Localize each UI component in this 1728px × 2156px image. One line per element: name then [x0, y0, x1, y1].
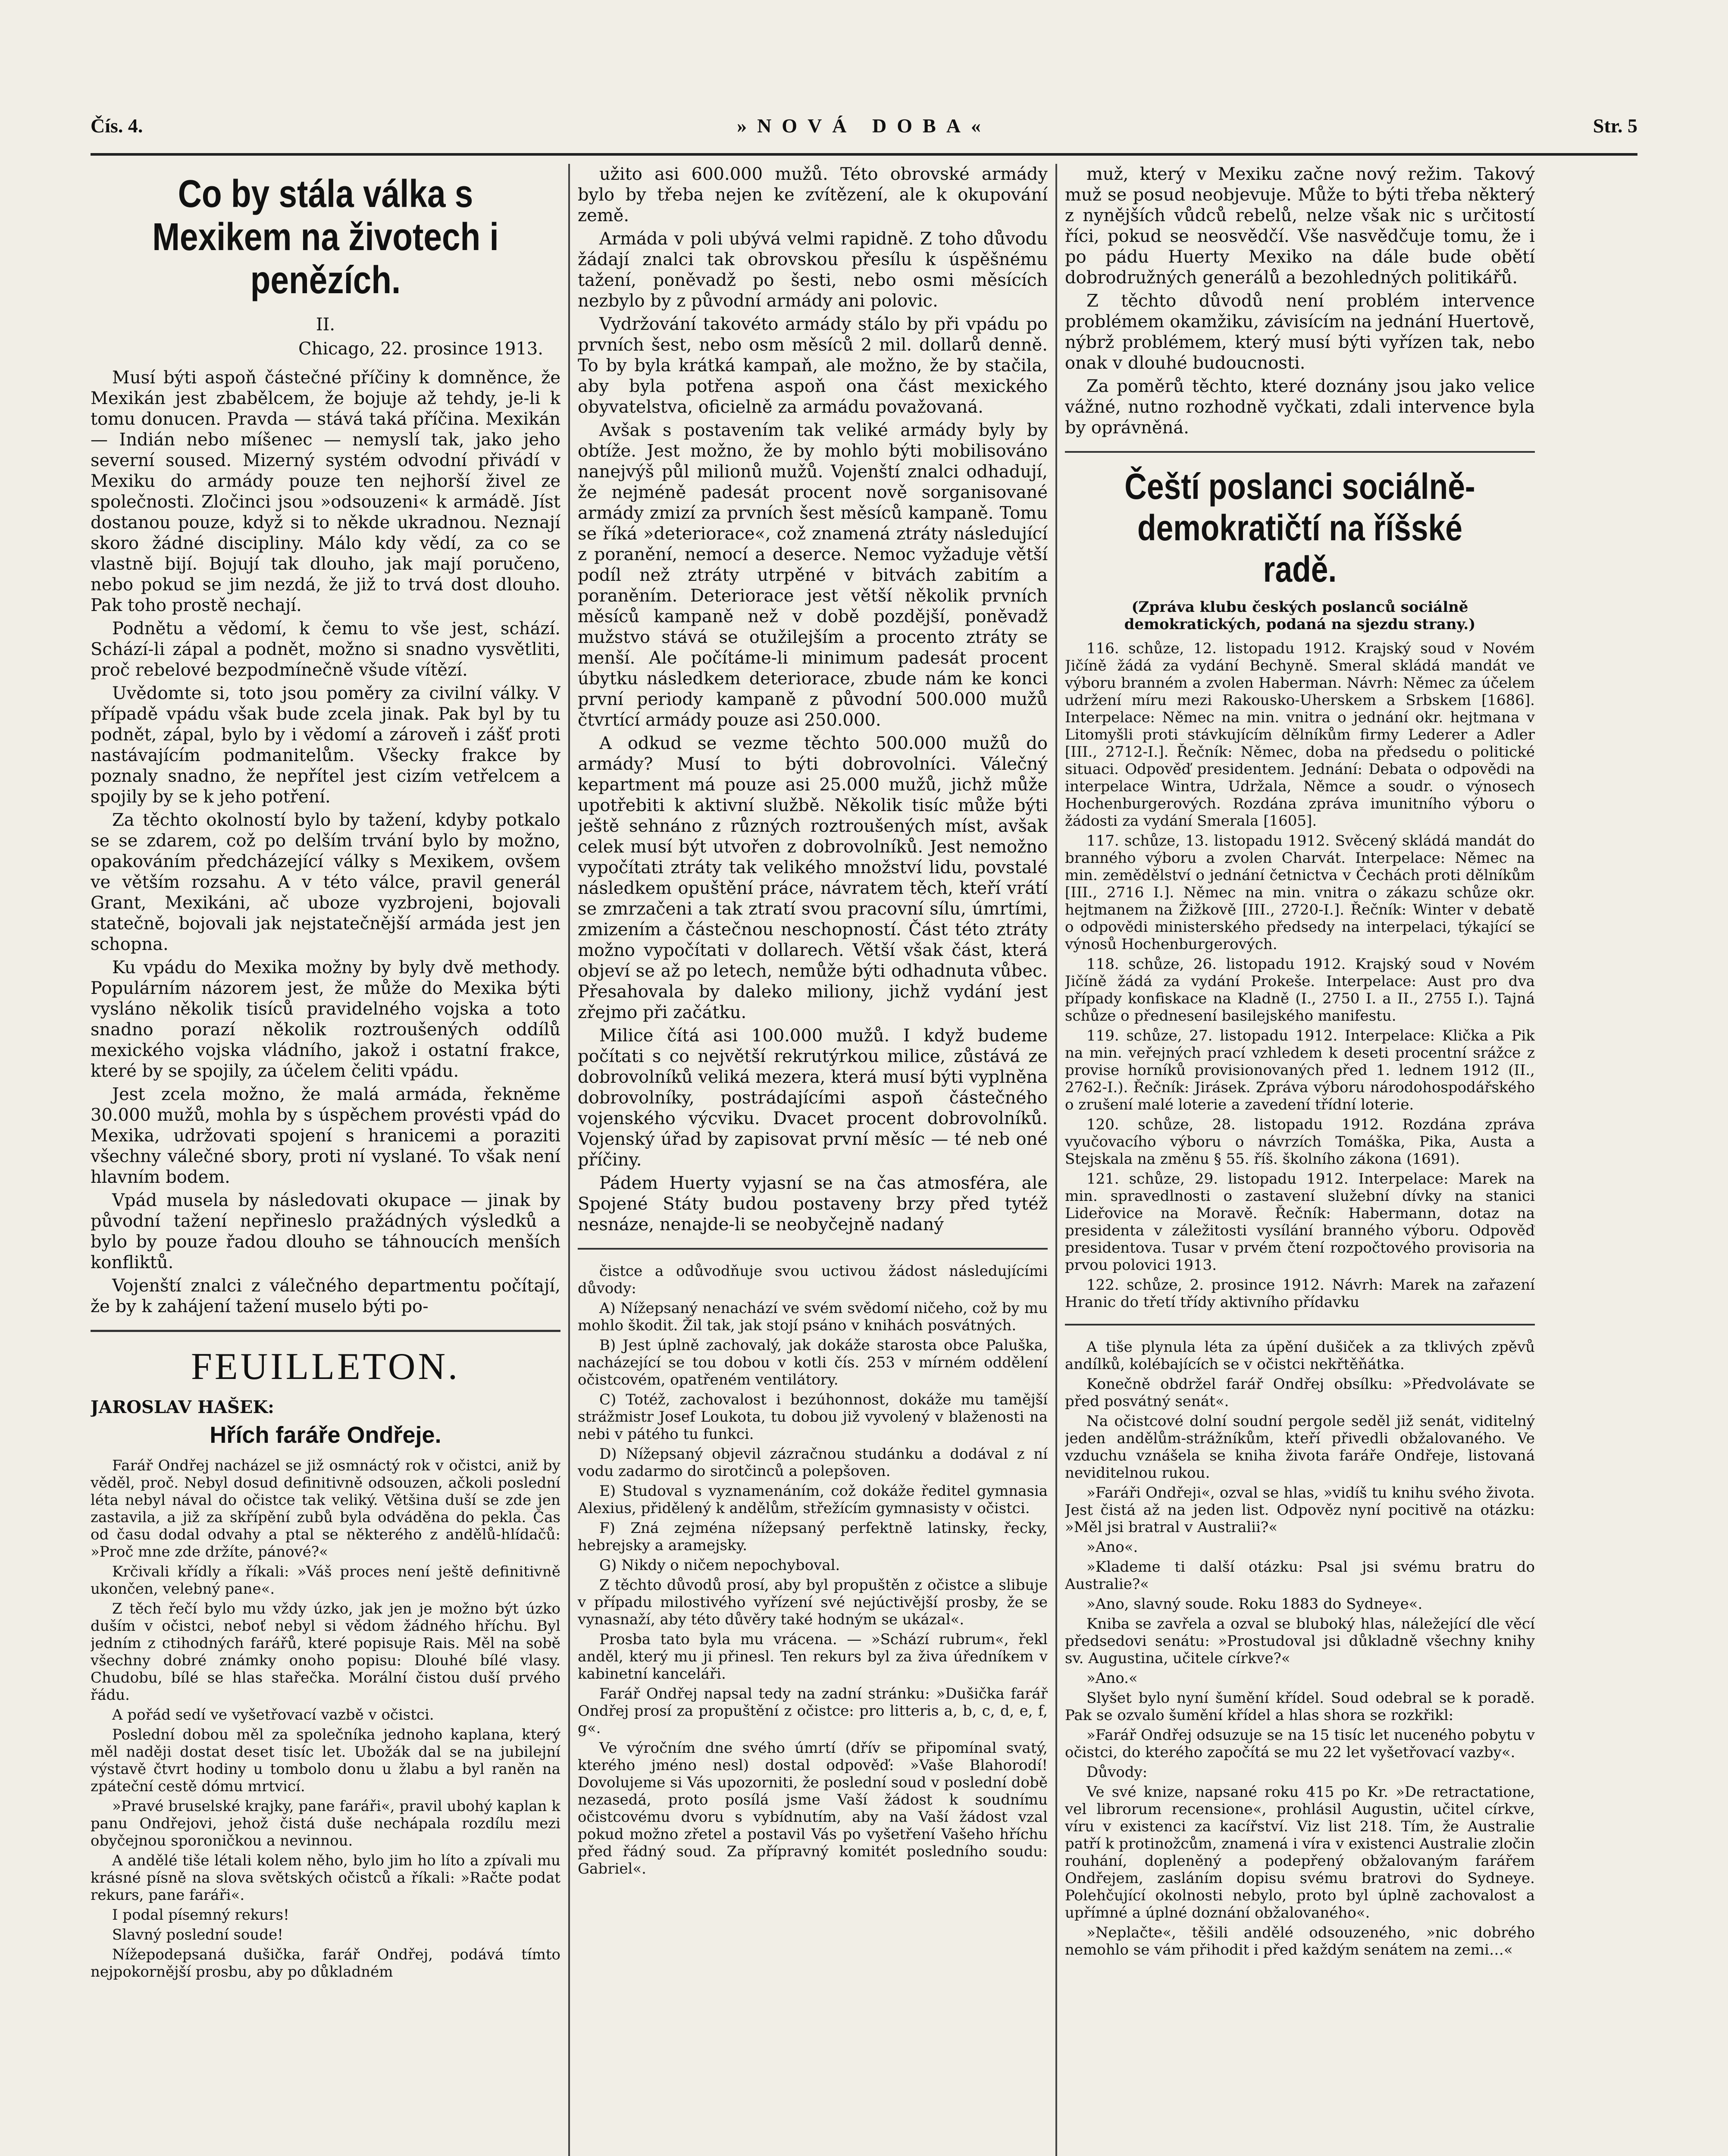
paragraph: Krčivali křídly a říkali: »Váš proces není ještě definitivně ukončen, velebný pane«.: [91, 1563, 560, 1598]
paragraph: Vojenští znalci z válečného departmentu počítají, že by k zahájení tažení muselo býti po-: [91, 1276, 560, 1316]
paragraph: Vpád musela by následovati okupace — jinak by původní tažení nepřineslo pražádných výsledků a bylo by pouze řadou dlouho se táhnoucích menších konfliktů.: [91, 1191, 560, 1272]
article-subtitle: (Zpráva klubu českých poslanců sociálně demokratických, podaná na sjezdu strany.): [1124, 599, 1476, 633]
paragraph: Musí býti aspoň částečné příčiny k domněnce, že Mexikán jest zbabělcem, že bojuje až tehdy, je-li k tomu donucen. Pravda — stává taká příčina. Mexikán — Indián nebo míšenec — nemyslí tak, jako jeho severní soused. Mizerný systém odvodní přivádí v Mexiku do armády pouze ten nejhorší živel ze společnosti. Zločinci jsou »odsouzeni« k armádě. Jíst dostanou pouze, když si to někde ukradnou. Neznají skoro žádné discipliny. Málo kdy vědí, za co se vlastně bijí. Bojují tak dlouho, jak mají poručeno, nebo pokud se jim nezdá, že již to trvá dost dlouho. Pak toho prostě nechají.: [91, 368, 560, 615]
header-rule: [91, 153, 1637, 156]
dateline: Chicago, 22. prosince 1913.: [298, 339, 543, 359]
paragraph: Konečně obdržel farář Ondřej obsílku: »Předvolávate se před posvátný senát«.: [1065, 1376, 1535, 1410]
page-number: Str. 5: [1593, 115, 1637, 137]
paragraph: B) Jest úplně zachovalý, jak dokáže starosta obce Paluška, nacházející se tou dobou v kotli čís. 253 v mírném oddělení očistcovém, opatřeném ventilátory.: [578, 1337, 1048, 1388]
paragraph: Pádem Huerty vyjasní se na čas atmosféra, ale Spojené Státy budou postaveny brzy před tytéž nesnáze, nenajde-li se neobyčejně nadaný: [578, 1173, 1048, 1235]
paragraph: muž, který v Mexiku začne nový režim. Takový muž se posud neobjevuje. Může to býti třeba některý z nynějších vůdců rebelů, nelze však nic s určitostí říci, pokud se neosvědčí. Vše nasvědčuje tomu, že i po pádu Huerty Mexiko na dále bude obětí dobrodružných generálů a bezohledných politikářů.: [1065, 164, 1535, 288]
feuilleton-heading: FEUILLETON.: [91, 1330, 560, 1388]
section-rule: [1065, 1324, 1535, 1326]
paragraph: »Ano.«: [1086, 1670, 1138, 1687]
paragraph: Kniba se zavřela a ozval se bluboký hlas, náležející dle věcí předsedovi senátu: »Prostudoval jsi důkladně všechny knihy sv. Augustina, učitele církve?«: [1065, 1615, 1535, 1667]
paragraph: Armáda v poli ubývá velmi rapidně. Z toho důvodu žádají znalci tak obrovskou přesílu k úspěšnému tažení, poněvadž po šesti, nebo osmi měsících nezbylo by z původní armády ani polovic.: [578, 229, 1048, 311]
paragraph: »Ano, slavný soude. Roku 1883 do Sydneye«.: [1086, 1595, 1423, 1613]
paragraph: Nížepodepsaná dušička, farář Ondřej, podává tímto nejpokornější prosbu, aby po důkladném: [91, 1946, 560, 1981]
paragraph: »Neplačte«, těšili andělé odsouzeného, »nic dobrého nemohlo se vám přihodit i před každým senátem na zemi…«: [1065, 1924, 1535, 1959]
paragraph: E) Studoval s vyznamenáním, což dokáže ředitel gymnasia Alexius, přidělený k andělům, střežícím gymnasisty v očistci.: [578, 1482, 1048, 1517]
paragraph: »Farář Ondřej odsuzuje se na 15 tisíc let nuceného pobytu v očistci, do kterého započítá se mu 22 let vyšetřovací vazby«.: [1065, 1727, 1535, 1761]
paragraph: Jest zcela možno, že malá armáda, řekněme 30.000 mužů, mohla by s úspěchem provésti vpád do Mexika, udržovati spojení s hranicemi a poraziti všechny válečné sbory, proti ní vyslané. To však není hlavním bodem.: [91, 1084, 560, 1187]
paragraph: Důvody:: [1086, 1764, 1148, 1781]
feuilleton-author: JAROSLAV HAŠEK:: [91, 1397, 274, 1417]
paragraph: Milice čítá asi 100.000 mužů. I když budeme počítati s co největší rekrutýrkou milice, zůstává ze dobrovolníků veliká mezera, která musí býti vyplněna dobrovolníky, postrádajícími aspoň částečného vojenského výcviku. Dvacet procent dobrovolníků. Vojenský úřad by zapisovat první měsíc — té neb oné příčiny.: [578, 1026, 1048, 1170]
paragraph: 121. schůze, 29. listopadu 1912. Interpelace: Marek na min. spravedlnosti o zastavení služební dívky na stanici Lideřovice na Moravě. Řečník: Habermann, dotaz na presidenta v záležitosti vysílání branného výboru. Odpověď presidentova. Tusar v prvém čtení rozpočtového provisoria na prvou polovici 1913.: [1065, 1170, 1535, 1274]
column-right: [1065, 164, 1535, 2156]
paragraph: Za poměrů těchto, které doznány jsou jako velice vážné, nutno rozhodně vyčkati, zdali intervence byla by oprávněná.: [1065, 376, 1535, 438]
section-rule: [1065, 451, 1535, 453]
page-header: [91, 114, 1637, 149]
column-middle: [578, 164, 1048, 2156]
paragraph: užito asi 600.000 mužů. Této obrovské armády bylo by třeba nejen ke zvítězení, ale k okupování země.: [578, 164, 1048, 226]
paragraph: Podnětu a vědomí, k čemu to vše jest, schází. Schází-li zápal a podnět, možno si snadno vysvětliti, proč rebelové bezpodmínečně všude vítězí.: [91, 619, 560, 680]
paragraph: Z těchto důvodů prosí, aby byl propuštěn z očistce a slibuje v případu milostivého vyřízení své nejúctivější prosby, že se vynasnaží, aby této důvěry také hodným se ukázal«.: [578, 1576, 1048, 1628]
paragraph: 119. schůze, 27. listopadu 1912. Interpelace: Klička a Pik na min. veřejných prací vzhledem k deseti procentní srážce z provise horníků provisionovaných před 1. lednem 1912 (II., 2762-I.). Řečník: Jirásek. Zpráva výboru národohospodářského o zrušení malé loterie a zavedení třídní loterie.: [1065, 1027, 1535, 1113]
paragraph: »Faráři Ondřeji«, ozval se hlas, »vidíš tu knihu svého života. Jest čistá až na jeden list. Odpověz nyní pocitivě na otázku: »Měl jsi bratral v Australii?«: [1065, 1484, 1535, 1536]
paragraph: Avšak s postavením tak veliké armády byly by obtíže. Jest možno, že by mohlo býti mobilisováno nanejvýš půl milionů mužů. Vojenští znalci odhadují, že nejméně padesát procent nově sorganisované armády zmizí za prvních šest měsíců kampaně. Tomu se říká »deteriorace«, což znamená ztráty následující z poranění, nemocí a deserce. Nemoc vyžaduje větší podíl než ztráty utrpěné v bitvách zabitím a poraněním. Deteriorace jest větší několik prvních měsíců kampaně než v době pozdější, poněvadž mužstvo stává se otužilejším a procento ztráty se menší. Ale počítáme-li minimum padesát procent úbytku následkem deteriorace, zbude nám ke konci první periody kampaně z původní 500.000 mužů čtvrtící armády pouze asi 250.000.: [578, 420, 1048, 730]
column-left: [91, 164, 560, 2156]
paragraph: »Pravé bruselské krajky, pane faráři«, pravil ubohý kaplan k panu Ondřejovi, jehož čistá duše nechápala rozdílu mezi obyčejnou sporoničkou a nevinnou.: [91, 1798, 560, 1849]
paragraph: Vydržování takovéto armády stálo by při vpádu po prvních šest, nebo osm měsíců 2 mil. dollarů denně. To by byla krátká kampaň, ale možno, že by stačila, aby byla potřena aspoň ona část mexického obyvatelstva, oficielně za armádu považovaná.: [578, 314, 1048, 417]
issue-number: Čís. 4.: [91, 115, 143, 137]
paragraph: I podal písemný rekurs!: [112, 1906, 289, 1924]
paragraph: A tiše plynula léta za úpění dušiček a za tklivých zpěvů andílků, kolébajících se v očistci nekřtěňátka.: [1065, 1338, 1535, 1373]
paragraph: A) Nížepsaný nenachází ve svém svědomí ničeho, což by mu mohlo škodit. Žil tak, jak stojí psáno v knihách posvátných.: [578, 1300, 1048, 1334]
paragraph: Uvědomte si, toto jsou poměry za civilní války. V případě vpádu však bude zcela jinak. Pak byl by tu podnět, zápal, bylo by i vědomí a zároveň i zášť proti nastávajícím podmanitelům. Všecky frakce by poznaly snadno, že nepřítel jest cizím vetřelcem a spojily by se k jeho potření.: [91, 683, 560, 807]
paragraph: Ku vpádu do Mexika možny by byly dvě methody. Populárním názorem jest, že může do Mexika býti vysláno několik tisíců pravidelného vojska a toto snadno porazí několik roztroušených oddílů mexického vojska vládního, jakož i ostatní frakce, které by se spojily, za účelem čeliti vpádu.: [91, 958, 560, 1081]
paragraph: Z těchto důvodů není problém intervence problémem okamžiku, závisícím na jednání Huertově, nýbrž problémem, který musí býti vyřízen tak, nebo onak v dlouhé budoucnosti.: [1065, 291, 1535, 373]
paragraph: Poslední dobou měl za společníka jednoho kaplana, který měl naději dostat deset tisíc let. Ubožák dal se na jubilejní výstavě čtvrt hodiny u tombolo donu u žlabu a byl raněn na zpáteční cestě dómu mrtvicí.: [91, 1726, 560, 1795]
paragraph: C) Totéž, zachovalost i bezúhonnost, dokáže mu tamější strážmistr Josef Loukota, tu dobou již vyvolený v blaženosti na nebi v pátého tu funkci.: [578, 1391, 1048, 1443]
paragraph: Ve své knize, napsané roku 415 po Kr. »De retractatione, vel librorum recensione«, prohlásil Augustin, učitel církve, víru v existenci za kacířství. Viz list 218. Tím, že Australie patří k protinožcům, znamená i víra v existenci Australie zločin rouhání, dopleněný a podepřený obžalovaným farářem Ondřejem, zasláním dopisu svému bratrovi do Sydneye. Polehčující okolnosti nebylo, proto byl úplně zachovalost a upřímné a úplné doznání obžalovaného«.: [1065, 1783, 1535, 1921]
paragraph: D) Nížepsaný objevil zázračnou studánku a dodával z ní vodu zadarmo do sirotčinců a polepšoven.: [578, 1445, 1048, 1480]
paragraph: Farář Ondřej napsal tedy na zadní stránku: »Dušička farář Ondřej prosí za propuštění z očistce: pro litteris a, b, c, d, e, f, g«.: [578, 1685, 1048, 1737]
paragraph: »Ano«.: [1086, 1539, 1138, 1556]
masthead-title: »NOVÁ DOBA«: [737, 115, 991, 137]
paragraph: Z těch řečí bylo mu vždy úzko, jak jen je možno být úzko duším v očistci, neboť nebyl si vědom žádného hříchu. Byl jedním z ctihodných farářů, které popisuje Rais. Měl na sobě všechny dobré známky onoho popisu: Dlouhé bílé vlasy. Chudobu, bílé se hlas stařečka. Morální čistou duší prvého řádu.: [91, 1600, 560, 1704]
article-part: II.: [316, 315, 335, 335]
paragraph: 117. schůze, 13. listopadu 1912. Svěcený skládá mandát do branného výboru a zvolen Charvát. Interpelace: Němec na min. zemědělství o jednání četnictva v Čechách proti dělníkům [III., 2716 I.]. Němec na min. vnitra o zákazu schůze okr. hejtmanem na Žižkově [III., 2720-I.]. Řečník: Winter v debatě o odpovědi ministerského předsedy na interpelaci, týkající se výnosů Hochenburgerových.: [1065, 832, 1535, 953]
column-divider: [1055, 164, 1057, 2156]
paragraph: Za těchto okolností bylo by tažení, kdyby potkalo se se zdarem, což po delším trvání bylo by možno, opakováním předcházející války s Mexikem, ovšem ve větším rozsahu. A v této válce, pravil generál Grant, Mexikáni, ač uboze vyzbrojeni, bojovali statečně, bojovali jak nejstatečnější armáda jest jen schopna.: [91, 810, 560, 954]
article-title: Čeští poslanci sociálně-demokratičtí na říšské radě.: [1124, 466, 1475, 589]
paragraph: A andělé tiše létali kolem něho, bylo jim ho líto a zpívali mu krásné písně na slova světských očistců a říkali: »Račte podat rekurs, pane faráři«.: [91, 1852, 560, 1904]
paragraph: Ve výročním dne svého úmrtí (dřív se připomínal svatý, kterého jméno nesl) dostal odpověď: »Vaše Blahorodí! Dovolujeme si Vás upozorniti, že poslední soud v poslední době nezasedá, proto posílá jsme Vaší žádost k soudnímu očistcovému dvoru s vybídnutím, aby na Vaší žádost vzal pokud možno zřetel a postavil Vás po vyšetření Vašeho hříchu před řádný soud. Za přípravný komitét posledního soudu: Gabriel«.: [578, 1739, 1048, 1877]
paragraph: 122. schůze, 2. prosince 1912. Návrh: Marek na zařazení Hranic do třetí třídy aktivního přídavku: [1065, 1276, 1535, 1311]
paragraph: Slavný poslední soude!: [112, 1926, 283, 1943]
paragraph: čistce a odůvodňuje svou uctivou žádost následujícími důvody:: [578, 1263, 1048, 1297]
paragraph: A pořád sedí ve vyšetřovací vazbě v očistci.: [112, 1706, 434, 1724]
paragraph: F) Zná zejména nížepsaný perfektně latinsky, řecky, hebrejsky a aramejsky.: [578, 1520, 1048, 1554]
paragraph: Prosba tato byla mu vrácena. — »Schází rubrum«, řekl anděl, který mu ji přinesl. Ten rekurs byl za živa úředníkem v kabinetní kanceláři.: [578, 1631, 1048, 1683]
paragraph: Slyšet bylo nyní šumění křídel. Soud odebral se k poradě. Pak se ozvalo šumění křídel a hlas shora se rozkřikl:: [1065, 1689, 1535, 1724]
parliament-report: [1065, 640, 1535, 1311]
paragraph: »Klademe ti další otázku: Psal jsi svému bratru do Australie?«: [1065, 1558, 1535, 1593]
paragraph: 116. schůze, 12. listopadu 1912. Krajský soud v Novém Jičíně žádá za vydání Bechyně. Smeral skládá mandát ve výboru branném a zvolen Haberman. Návrh: Němec za účelem udržení míru mezi Rakousko-Uherskem a Srbskem [1686]. Interpelace: Němec na min. vnitra o jednání okr. hejtmana v Litomyšli proti stávkujícím dělníkům firmy Lederer a Adler [III., 2712-I.]. Řečník: Němec, doba na předsedu o politické situaci. Odpověď presidentem. Jednání: Debata o odpovědi na interpelace Wintra, Udržala, Němce a soudr. o výnosech Hochenburgerových. Rozdána zpráva imunitního výboru o žádosti za vydání Smerala [1605].: [1065, 640, 1535, 830]
feuilleton-title: Hřích faráře Ondřeje.: [210, 1422, 441, 1448]
article-title: Co by stála válka s Mexikem na životech i penězích.: [152, 172, 499, 302]
paragraph: G) Nikdy o ničem nepochyboval.: [599, 1557, 840, 1574]
paragraph: 118. schůze, 26. listopadu 1912. Krajský soud v Novém Jičíně žádá za vydání Prokeše. Interpelace: Aust pro dva případy konfiskace na Kladně (I., 2750 I. a II., 2755 I.). Tajná schůze o přednesení basilejského manifestu.: [1065, 956, 1535, 1025]
paragraph: Na očistcové dolní soudní pergole seděl již senát, viditelný jeden andělům-strážníkům, kteří přivedli obžalovaného. Ve vzduchu vznášela se kniha života faráře Ondřeje, listovaná neviditelnou rukou.: [1065, 1413, 1535, 1482]
paragraph: A odkud se vezme těchto 500.000 mužů do armády? Musí to býti dobrovolníci. Válečný kepartment má pouze asi 25.000 mužů, jichž může upotřebiti k aktivní službě. Několik tisíc může býti ještě sehnáno z různých roztroušených míst, avšak celek musí být utvořen z dobrovolníků. Jest nemožno vypočítati ztráty tak velikého množství lidu, povstalé následkem opuštění práce, návratem těch, kteří vrátí se zmrzačeni a tak ztratí svou pracovní sílu, úmrtími, zmizením a částečnou neschopností. Část této ztráty možno vypočítati v dollarech. Větší však část, která objeví se až po letech, nemůže býti odhadnuta vůbec. Přesahovala by daleko miliony, jichž vydání jest zřejmo při začátku.: [578, 733, 1048, 1022]
column-divider: [568, 164, 570, 2156]
feuilleton-column-1: [91, 1457, 560, 1981]
feuilleton-column-2: [578, 1263, 1048, 1877]
section-rule: [578, 1248, 1048, 1250]
feuilleton-column-3: [1065, 1338, 1535, 1959]
paragraph: 120. schůze, 28. listopadu 1912. Rozdána zpráva vyučovacího výboru o návrzích Tomáška, Pika, Austa a Stejskala na změnu § 55. říš. školního zákona (1691).: [1065, 1116, 1535, 1168]
paragraph: Farář Ondřej nacházel se již osmnáctý rok v očistci, aniž by věděl, proč. Nebyl dosud definitivně odsouzen, ačkoli poslední léta nebyl nával do očistce tak veliký. Většina duší se zde jen zastavila, a již za skřípění zubů byla odváděna do pekla. Čas od času dodal odvahy a ptal se některého z andělů-hlídačů: »Proč mne zde držíte, pánové?«: [91, 1457, 560, 1561]
